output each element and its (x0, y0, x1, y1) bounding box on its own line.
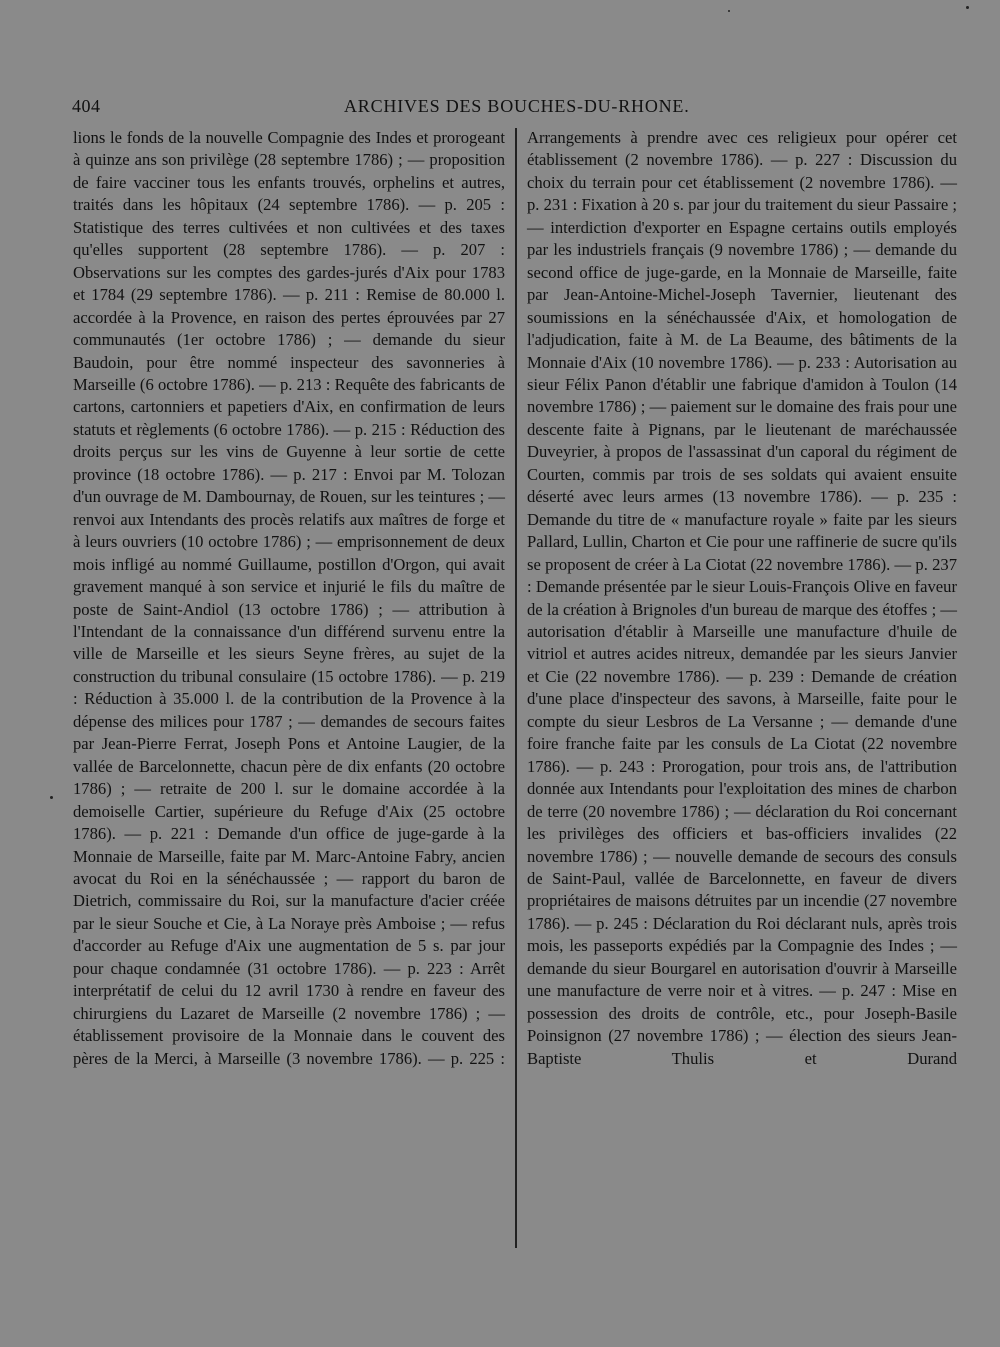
column-divider (515, 128, 517, 1248)
running-title: ARCHIVES DES BOUCHES-DU-RHONE. (344, 96, 690, 116)
page-header (72, 96, 958, 122)
text-column-left: lions le fonds de la nouvelle Compagnie des Indes et prorogeant à quinze ans son privilège (28 septembre 1786) ; — proposition de faire vacciner tous les enfants trouvés, orphelins et autres, traités dans les hôpitaux (24 septembre 1786). — p. 205 : Statistique des terres cultivées et non cultivées et des taxes qu'elles supportent (28 septembre 1786). — p. 207 : Observations sur les comptes des gardes-jurés d'Aix pour 1783 et 1784 (29 septembre 1786). — p. 211 : Remise de 80.000 l. accordée à la Provence, en raison des pertes éprouvées par 27 communautés (1er octobre 1786) ; — demande du sieur Baudoin, pour être nommé inspecteur des savonneries à Marseille (6 octobre 1786). — p. 213 : Requête des fabricants de cartons, cartonniers et papetiers d'Aix, en confirmation de leurs statuts et règlements (6 octobre 1786). — p. 215 : Réduction des droits perçus sur les vins de Guyenne à leur sortie de cette province (18 octobre 1786). — p. 217 : Envoi par M. Tolozan d'un ouvrage de M. Dambournay, de Rouen, sur les teintures ; — renvoi aux Intendants des procès relatifs aux maîtres de forge et à leurs ouvriers (10 octobre 1786) ; — emprisonnement de deux mois infligé au nommé Guillaume, postillon d'Orgon, qui avait gravement manqué à son service et injurié le fils du maître de poste de Saint-Andiol (13 octobre 1786) ; — attribution à l'Intendant de la connaissance d'un différend survenu entre la ville de Marseille et les sieurs Seyne frères, au sujet de la construction du tribunal consulaire (15 octobre 1786). — p. 219 : Réduction à 35.000 l. de la contribution de la Provence à la dépense des milices pour 1787 ; — demandes de secours faites par Jean-Pierre Ferrat, Joseph Pons et Antoine Laugier, de la vallée de Barcelonnette, chacun père de dix enfants (20 octobre 1786) ; — retraite de 200 l. sur le domaine accordée à la demoiselle Cartier, supérieure du Refuge d'Aix (25 octobre 1786). — p. 221 : Demande d'un office de juge-garde à la Monnaie de Marseille, faite par M. Marc-Antoine Fabry, ancien avocat du Roi en la sénéchaussée ; — rapport du baron de Dietrich, commissaire du Roi, sur la manufacture d'acier créée par le sieur Souche et Cie, à La Noraye près Amboise ; — refus d'accorder au Refuge d'Aix une augmentation de 5 s. par jour pour chaque condamnée (31 octobre 1786). — p. 223 : Arrêt interprétatif de celui du 12 avril 1730 à rendre en faveur des chirurgiens du Lazaret de Marseille (2 novembre 1786) ; — établissement provisoire de la Monnaie dans le couvent des pères de la Merci, à Marseille (3 novembre 1786). — p. 225 : (73, 128, 505, 1068)
scan-speck (728, 10, 730, 12)
scan-speck (50, 796, 53, 799)
page-number: 404 (72, 96, 101, 116)
scan-speck (966, 6, 969, 9)
text-column-right: Arrangements à prendre avec ces religieux pour opérer cet établissement (2 novembre 1786). — p. 227 : Discussion du choix du terrain pour cet établissement (2 novembre 1786). — p. 231 : Fixation à 20 s. par jour du traitement du sieur Passaire ; — interdiction d'exporter en Espagne certains outils employés par les industriels français (9 novembre 1786) ; — demande du second office de juge-garde, en la Monnaie de Marseille, faite par Jean-Antoine-Michel-Joseph Tavernier, lieutenant des soumissions en la sénéchaussée d'Aix, et homologation de l'adjudication, faite à M. de La Beaume, des bâtiments de la Monnaie d'Aix (10 novembre 1786). — p. 233 : Autorisation au sieur Félix Panon d'établir une fabrique d'amidon à Toulon (14 novembre 1786) ; — paiement sur le domaine des frais pour une descente faite à Pignans, par le lieutenant de maréchaussée Duveyrier, à propos de l'assassinat d'un caporal du régiment de Courten, commis par trois de ses soldats qui avaient ensuite déserté avec leurs armes (13 novembre 1786). — p. 235 : Demande du titre de « manufacture royale » faite par les sieurs Pallard, Lullin, Charton et Cie pour une raffinerie de sucre qu'ils se proposent de créer à La Ciotat (22 novembre 1786). — p. 237 : Demande présentée par le sieur Louis-François Olive en faveur de la création à Brignoles d'un bureau de marque des étoffes ; — autorisation d'établir à Marseille une manufacture d'huile de vitriol et autres acides nitreux, demandée par les sieurs Janvier et Cie (22 novembre 1786). — p. 239 : Demande de création d'une place d'inspecteur des savons, à Marseille, faite pour le compte du sieur Lesbros de La Versanne ; — demande d'une foire franche faite par les consuls de La Ciotat (22 novembre 1786). — p. 243 : Prorogation, pour trois ans, de l'attribution donnée aux Intendants pour l'exploitation des mines de charbon de terre (20 novembre 1786) ; — déclaration du Roi concernant les privilèges des officiers et bas-officiers invalides (22 novembre 1786) ; — nouvelle demande de secours des consuls de Saint-Paul, vallée de Barcelonnette, en faveur de divers propriétaires de maisons détruites par un incendie (27 novembre 1786). — p. 245 : Déclaration du Roi déclarant nuls, après trois mois, les passeports expédiés par la Compagnie des Indes ; — demande du sieur Bourgarel en autorisation d'ouvrir à Marseille une manufacture de verre noir et à vitres. — p. 247 : Mise en possession des droits de contrôle, etc., pour Joseph-Basile Poinsignon (27 novembre 1786) ; — élection des sieurs Jean-Baptiste Thulis et Durand (527, 128, 957, 1068)
